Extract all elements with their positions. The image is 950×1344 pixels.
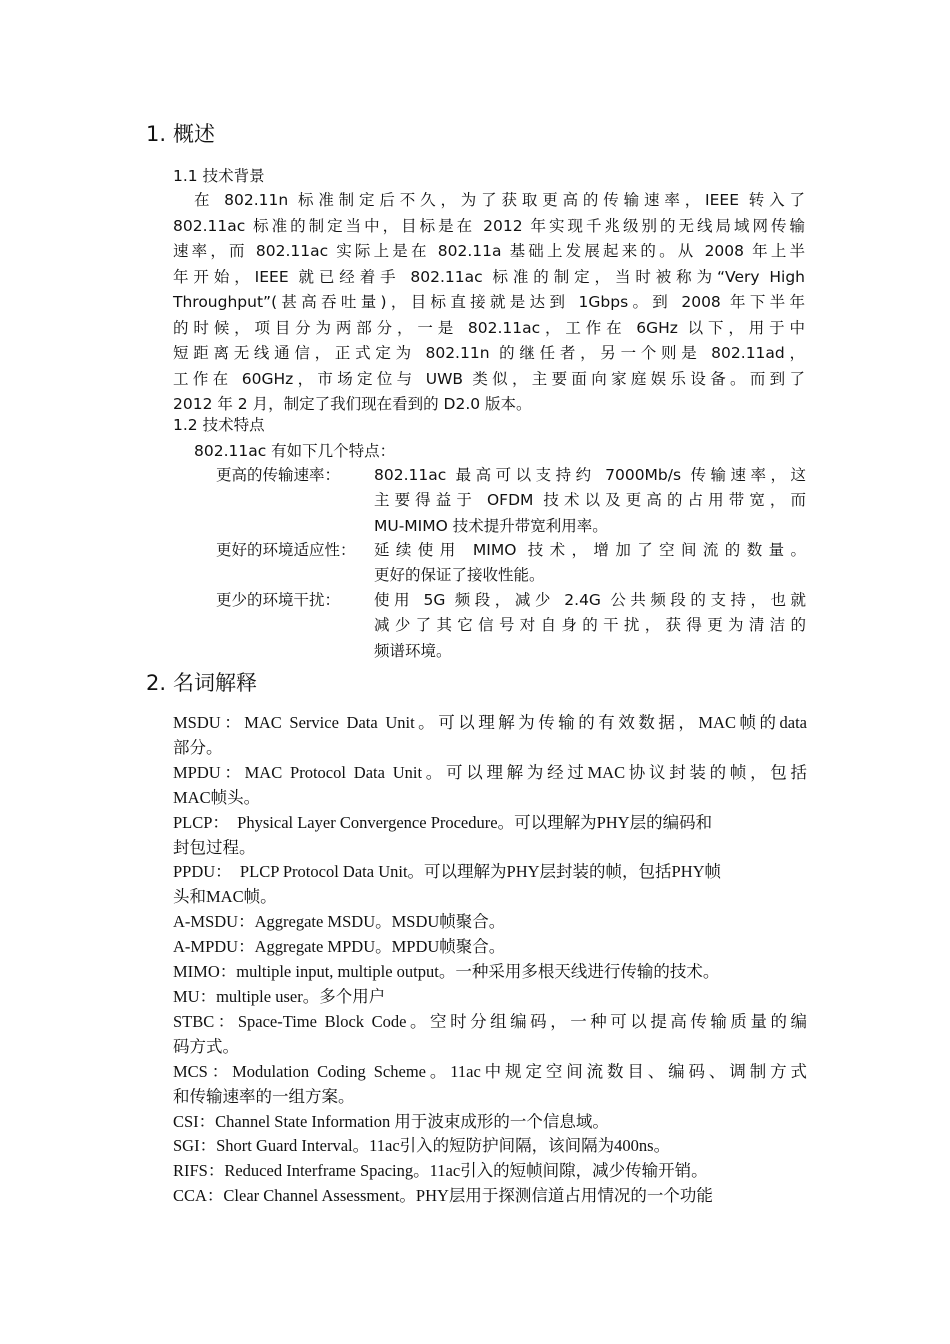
glossary-line: MAC帧头。 [173, 787, 261, 807]
glossary-line: CSI：Channel State Information 用于波束成形的一个信息域。 [173, 1111, 609, 1131]
glossary-line: PLCP： Physical Layer Convergence Procedure。可以理解为PHY层的编码和 [173, 812, 713, 832]
subsection-1-1-title: 1.1 技术背景 [173, 167, 265, 185]
feature-label: 更少的环境干扰： [216, 591, 341, 609]
paragraph-line: 802.11ac 标准的制定当中，目标是在 2012 年实现千兆级别的无线局域网传输 [173, 216, 805, 235]
paragraph-line: 短距离无线通信，正式定为 802.11n 的继任者，另一个则是 802.11ad， [173, 344, 805, 362]
glossary-line: MCS：Modulation Coding Scheme。11ac中规定空间流数目、编码、调制方式 [173, 1061, 807, 1081]
glossary-line: 部分。 [173, 737, 223, 757]
glossary-line: MPDU：MAC Protocol Data Unit。可以理解为经过MAC协议封装的帧，包括 [173, 762, 807, 782]
glossary-line: A-MSDU：Aggregate MSDU。MSDU帧聚合。 [173, 912, 506, 932]
glossary-line: CCA：Clear Channel Assessment。PHY层用于探测信道占用情况的一个功能 [173, 1186, 713, 1206]
paragraph-line: Throughput”(甚高吞吐量)，目标直接就是达到 1Gbps。到 2008 年下半年 [173, 293, 805, 311]
paragraph-line: 2012 年 2 月，制定了我们现在看到的 D2.0 版本。 [173, 395, 532, 413]
feature-line: 频谱环境。 [374, 641, 452, 660]
feature-line: 主要得益于 OFDM 技术以及更高的占用带宽，而 [374, 491, 806, 510]
glossary-line: RIFS：Reduced Interframe Spacing。11ac引入的短帧间隙，减少传输开销。 [173, 1161, 708, 1181]
background-paragraph [173, 188, 805, 418]
feature-line: 更好的保证了接收性能。 [374, 566, 545, 585]
glossary-line: STBC：Space-Time Block Code。空时分组编码，一种可以提高传输质量的编 [173, 1011, 807, 1031]
feature-line: 802.11ac 最高可以支持约 7000Mb/s 传输速率，这 [374, 466, 806, 484]
features-intro: 802.11ac 有如下几个特点： [194, 442, 396, 460]
glossary-line: 头和MAC帧。 [173, 887, 277, 907]
feature-line: 减少了其它信号对自身的干扰，获得更为清洁的 [374, 616, 806, 635]
paragraph-line: 在 802.11n 标准制定后不久，为了获取更高的传输速率，IEEE 转入了 [194, 191, 805, 209]
section-2-number: 2. [146, 671, 167, 695]
feature-label: 更好的环境适应性： [216, 541, 356, 559]
glossary-line: A-MPDU：Aggregate MPDU。MPDU帧聚合。 [173, 937, 506, 957]
paragraph-line: 年开始，IEEE 就已经着手 802.11ac 标准的制定，当时被称为“Very High [173, 267, 805, 286]
glossary-list [173, 711, 807, 1209]
glossary-line: PPDU： PLCP Protocol Data Unit。可以理解为PHY层封装的帧，包括PHY帧 [173, 862, 722, 882]
section-2-heading [146, 669, 257, 697]
feature-label: 更高的传输速率： [216, 466, 341, 484]
section-1-heading [146, 120, 215, 148]
glossary-line: 码方式。 [173, 1036, 239, 1056]
glossary-line: MSDU：MAC Service Data Unit。可以理解为传输的有效数据，MAC帧的data [173, 713, 807, 732]
section-1-title: 概述 [173, 122, 215, 146]
feature-line: 使用 5G 频段，减少 2.4G 公共频段的支持，也就 [374, 591, 806, 609]
glossary-line: 和传输速率的一组方案。 [173, 1086, 355, 1106]
section-2-title: 名词解释 [173, 671, 257, 695]
subsection-1-2-title: 1.2 技术特点 [173, 416, 265, 434]
section-1-number: 1. [146, 122, 167, 146]
paragraph-line: 工作在 60GHz，市场定位与 UWB 类似，主要面向家庭娱乐设备。而到了 [173, 369, 805, 388]
paragraph-line: 的时候，项目分为两部分，一是 802.11ac，工作在 6GHz 以下，用于中 [173, 318, 805, 337]
glossary-line: MU：multiple user。多个用户 [173, 986, 386, 1006]
feature-line: 延续使用 MIMO 技术，增加了空间流的数量。 [374, 541, 806, 559]
glossary-line: 封包过程。 [173, 837, 256, 857]
feature-line: MU-MIMO 技术提升带宽利用率。 [374, 516, 608, 535]
glossary-line: SGI：Short Guard Interval。11ac引入的短防护间隔，该间隔为400ns。 [173, 1136, 671, 1156]
glossary-line: MIMO：multiple input, multiple output。一种采用多根天线进行传输的技术。 [173, 962, 720, 982]
paragraph-line: 速率，而 802.11ac 实际上是在 802.11a 基础上发展起来的。从 2008 年上半 [173, 242, 805, 260]
